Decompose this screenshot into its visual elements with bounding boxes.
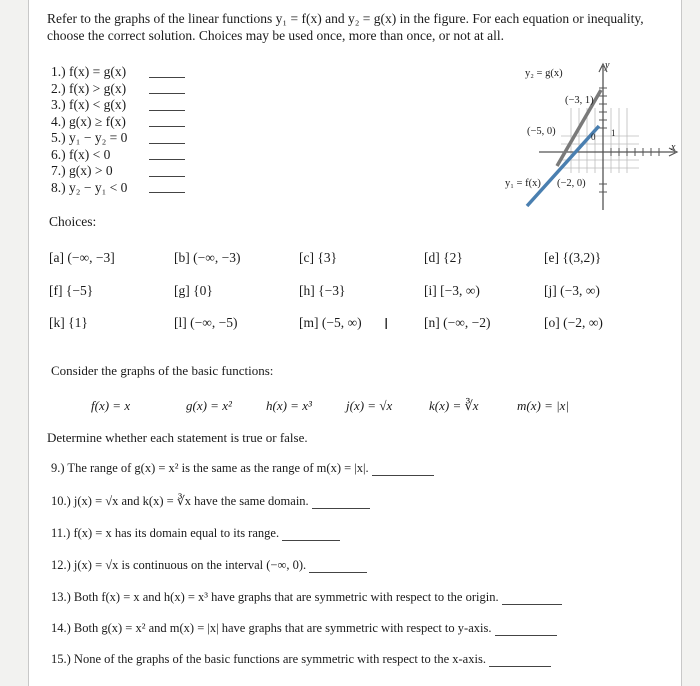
equation-row	[51, 114, 185, 131]
statement-14	[51, 621, 557, 636]
function-j: j(x) = √x	[346, 398, 393, 413]
equation-row	[51, 64, 185, 81]
equation-list	[51, 64, 185, 196]
choice-c: [c] {3}	[299, 250, 338, 265]
answer-blank[interactable]	[489, 654, 551, 667]
answer-blank[interactable]	[149, 133, 185, 144]
equation-label: 2.) f(x) > g(x)	[51, 80, 127, 96]
g-label: y₂ = g(x)	[525, 68, 563, 79]
function-f: f(x) = x	[91, 398, 131, 413]
equation-label: 4.) g(x) ≥ f(x)	[51, 113, 126, 129]
equation-row	[51, 81, 185, 98]
origin-label: 0	[591, 132, 596, 142]
tick-one-label: 1	[611, 128, 616, 138]
equation-label: 5.) y₁ − y₂ = 0	[51, 130, 128, 145]
equation-label: 8.) y₂ − y₁ < 0	[51, 179, 128, 195]
answer-blank[interactable]	[149, 182, 185, 193]
answer-blank[interactable]	[312, 496, 370, 509]
function-h: h(x) = x³	[266, 398, 312, 413]
choice-h: [h] {−3}	[299, 283, 346, 298]
statement-15	[51, 652, 551, 667]
answer-blank[interactable]	[495, 623, 557, 636]
equation-row	[51, 130, 185, 147]
choices-heading: Choices:	[49, 214, 97, 229]
equation-label: 3.) f(x) < g(x)	[51, 97, 127, 112]
y-axis-label: y	[605, 60, 610, 71]
function-k: k(x) = ∛x	[429, 398, 479, 413]
answer-blank[interactable]	[502, 592, 562, 605]
answer-blank[interactable]	[149, 67, 185, 78]
choice-j: [j] (−3, ∞)	[544, 283, 600, 298]
point-c-label: (−2, 0)	[557, 178, 586, 189]
function-m: m(x) = |x|	[517, 398, 570, 413]
equation-row	[51, 180, 185, 197]
statement-text: 13.) Both f(x) = x and h(x) = x³ have graphs that are symmetric with respect to the origin.	[51, 590, 499, 604]
answer-blank[interactable]	[149, 83, 185, 94]
choice-f: [f] {−5}	[49, 283, 94, 298]
section2-instruction: Determine whether each statement is true or false.	[47, 430, 308, 445]
point-a-label: (−3, 1)	[565, 95, 594, 106]
choice-k: [k] {1}	[49, 315, 88, 330]
worksheet-page	[28, 0, 682, 686]
equation-row	[51, 97, 185, 114]
statement-text: 10.) j(x) = √x and k(x) = ∛x have the same domain.	[51, 494, 309, 508]
choice-a: [a] (−∞, −3]	[49, 250, 115, 265]
answer-blank[interactable]	[282, 528, 340, 541]
f-label: y₁ = f(x)	[505, 178, 541, 189]
equation-label: 7.) g(x) > 0	[51, 163, 113, 178]
choice-b: [b] (−∞, −3)	[174, 250, 241, 265]
linear-functions-graph	[499, 58, 679, 213]
statement-text: 11.) f(x) = x has its domain equal to its range.	[51, 526, 280, 540]
line-f	[527, 126, 599, 206]
intro-text: Refer to the graphs of the linear functions y₁ = f(x) and y₂ = g(x) in the figure. For each equation or inequality, choose the correct solution. Choices may be used once, more than once, or not at all.	[47, 11, 644, 43]
choice-o: [o] (−2, ∞)	[544, 315, 603, 330]
equation-label: 6.) f(x) < 0	[51, 146, 111, 162]
choice-e: [e] {(3,2)}	[544, 250, 602, 265]
choice-d: [d] {2}	[424, 250, 463, 265]
answer-blank[interactable]	[149, 149, 185, 160]
statement-text: 15.) None of the graphs of the basic functions are symmetric with respect to the x-axis.	[51, 652, 486, 666]
choice-l: [l] (−∞, −5)	[174, 315, 238, 330]
x-axis-label: x	[671, 142, 676, 153]
answer-blank[interactable]	[372, 463, 434, 476]
choice-n: [n] (−∞, −2)	[424, 315, 491, 330]
statement-text: 12.) j(x) = √x is continuous on the interval (−∞, 0).	[51, 558, 307, 572]
equation-row	[51, 163, 185, 180]
statement-text: 9.) The range of g(x) = x² is the same as the range of m(x) = |x|.	[51, 461, 369, 475]
equation-label: 1.) f(x) = g(x)	[51, 64, 127, 79]
text-cursor-icon: I	[384, 315, 389, 333]
section2-heading: Consider the graphs of the basic functions:	[51, 363, 274, 378]
statement-10	[51, 493, 370, 509]
statement-9	[51, 461, 434, 476]
answer-blank[interactable]	[149, 166, 185, 177]
statement-text: 14.) Both g(x) = x² and m(x) = |x| have graphs that are symmetric with respect to y-axis.	[51, 621, 492, 635]
choice-i: [i] [−3, ∞)	[424, 283, 480, 298]
statement-12	[51, 558, 367, 573]
answer-blank[interactable]	[149, 116, 185, 127]
answer-blank[interactable]	[309, 560, 367, 573]
function-g: g(x) = x²	[186, 398, 232, 413]
statement-13	[51, 590, 562, 605]
equation-row	[51, 147, 185, 164]
choice-g: [g] {0}	[174, 283, 213, 298]
statement-11	[51, 526, 340, 541]
point-b-label: (−5, 0)	[527, 126, 556, 137]
answer-blank[interactable]	[149, 100, 185, 111]
choice-m: [m] (−5, ∞)	[299, 315, 362, 330]
